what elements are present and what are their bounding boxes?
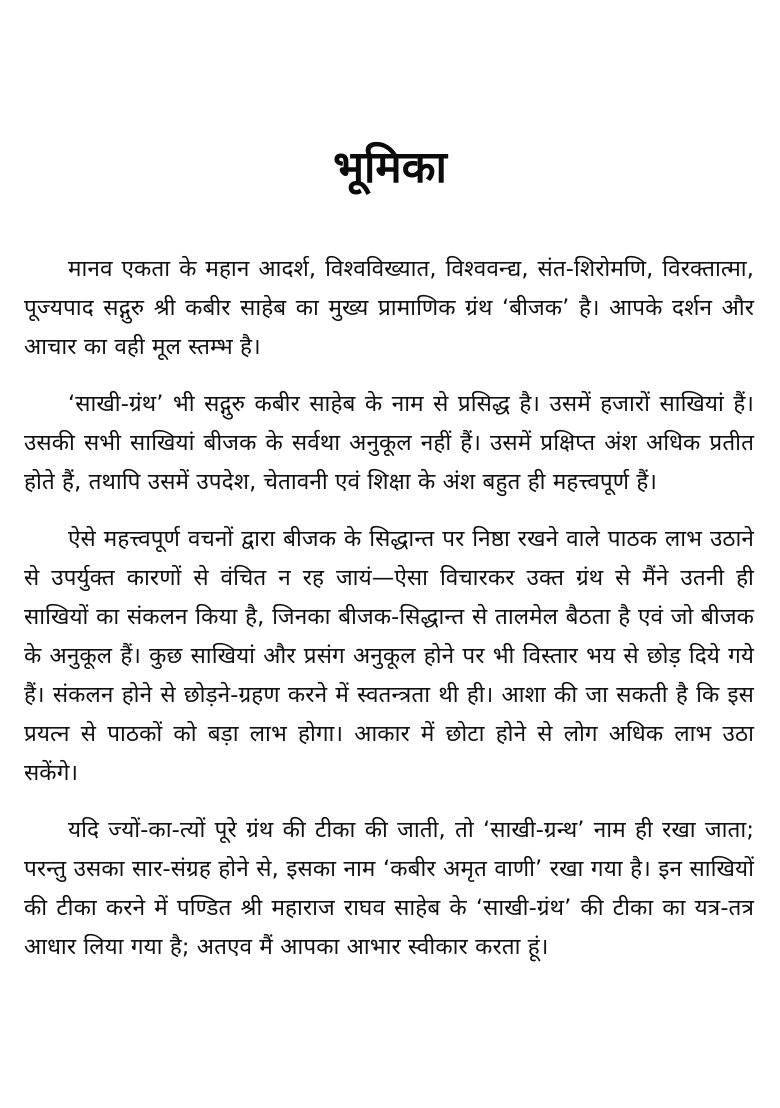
paragraph-3: ऐसे महत्त्वपूर्ण वचनों द्वारा बीजक के सिद्धान्त पर निष्ठा रखने वाले पाठक लाभ उठाने से उपर्युक्त कारणों से वंचित न रह जायं—ऐसा विचारकर उक्त ग्रंथ से मैंने उतनी ही साखियों का संकलन किया है, जिनका बीजक-सिद्धान्त से तालमेल बैठता है एवं जो बीजक के अनुकूल हैं। कुछ साखियां और प्रसंग अनुकूल होने पर भी विस्तार भय से छोड़ दिये गये हैं। संकलन होने से छोड़ने-ग्रहण करने में स्वतन्त्रता थी ही। आशा की जा सकती है कि इस प्रयत्न से पाठकों को बड़ा लाभ होगा। आकार में छोटा होने से लोग अधिक लाभ उठा सकेंगे। — [24, 526, 754, 786]
body-text — [24, 250, 754, 985]
paragraph-2: ‘साखी-ग्रंथ’ भी सद्गुरु कबीर साहेब के नाम से प्रसिद्ध है। उसमें हजारों साखियां हैं। उसकी सभी साखियां बीजक के सर्वथा अनुकूल नहीं हैं। उसमें प्रक्षिप्त अंश अधिक प्रतीत होते हैं, तथापि उसमें उपदेश, चेतावनी एवं शिक्षा के अंश बहुत ही महत्त्वपूर्ण हैं। — [24, 391, 754, 495]
paragraph-1: मानव एकता के महान आदर्श, विश्वविख्यात, विश्ववन्द्य, संत-शिरोमणि, विरक्तात्मा, पूज्यपाद सद्गुरु श्री कबीर साहेब का मुख्य प्रामाणिक ग्रंथ ‘बीजक’ है। आपके दर्शन और आचार का वही मूल स्तम्भ है। — [24, 256, 754, 360]
page-title: भूमिका — [333, 142, 447, 193]
paragraph-4: यदि ज्यों-का-त्यों पूरे ग्रंथ की टीका की जाती, तो ‘साखी-ग्रन्थ’ नाम ही रखा जाता; परन्तु उसका सार-संग्रह होने से, इसका नाम ‘कबीर अमृत वाणी’ रखा गया है। इन साखियों की टीका करने में पण्डित श्री महाराज राघव साहेब के ‘साखी-ग्रंथ’ की टीका का यत्र-तत्र आधार लिया गया है; अतएव मैं आपका आभार स्वीकार करता हूं। — [24, 817, 754, 960]
